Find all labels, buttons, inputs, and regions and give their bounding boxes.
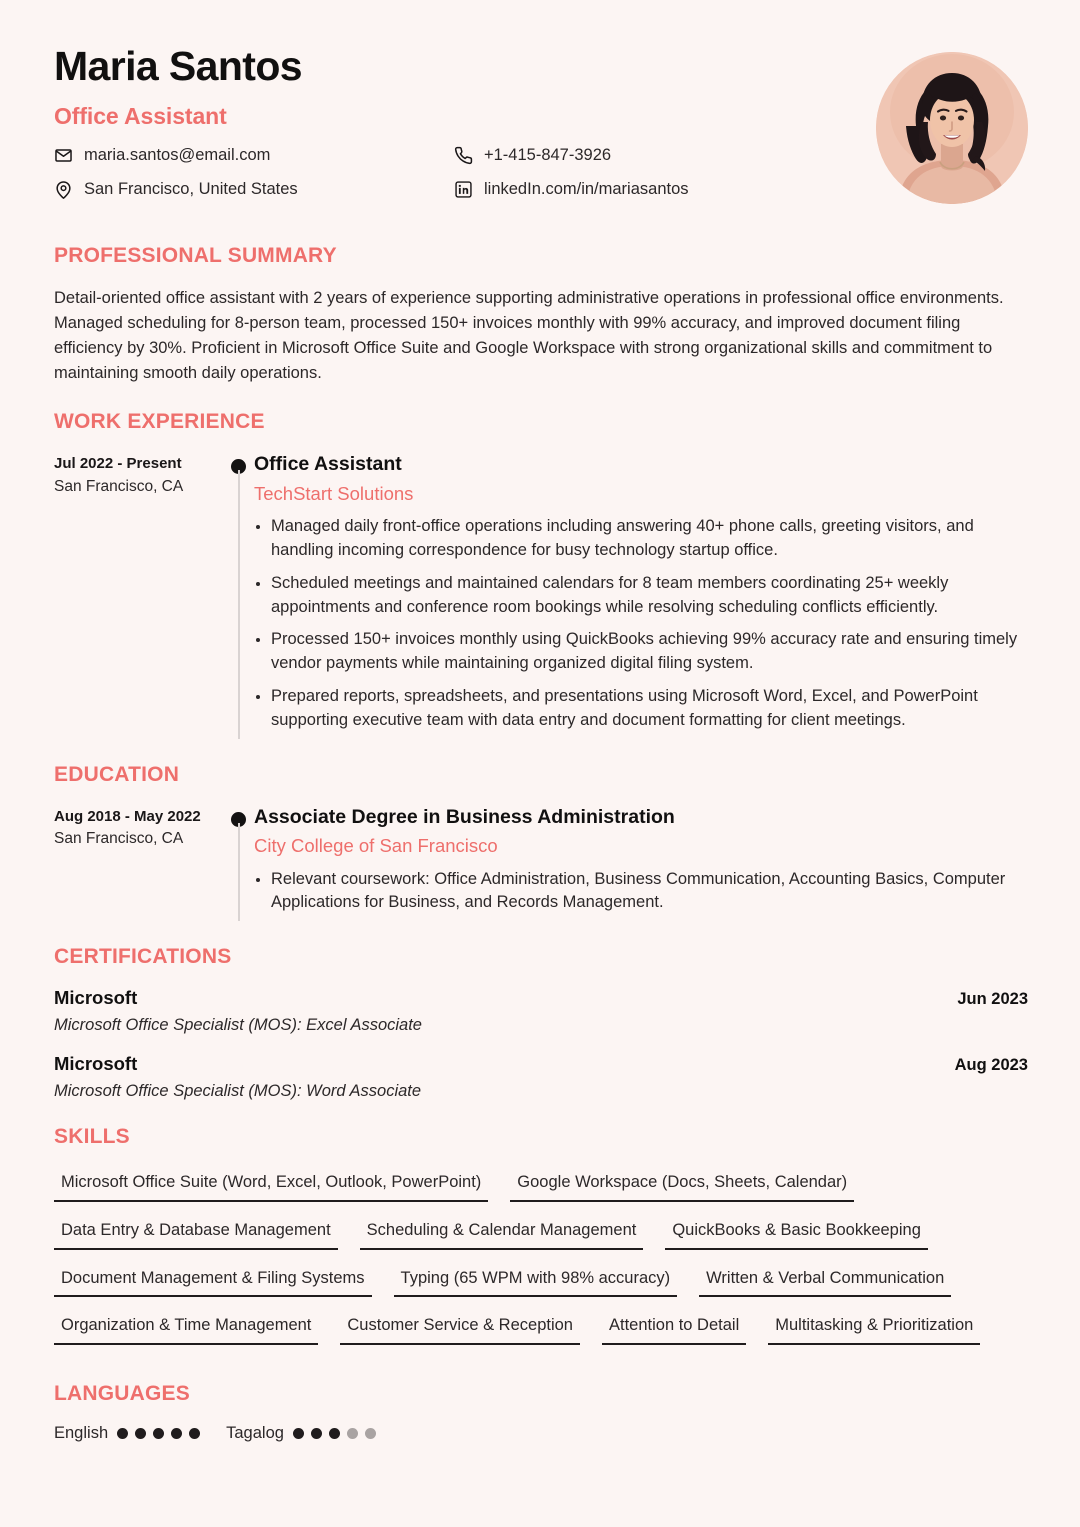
skill-tag: Multitasking & Prioritization (768, 1310, 980, 1345)
section-certifications (54, 945, 1028, 1101)
certification-date: Jun 2023 (957, 990, 1028, 1009)
contact-grid (54, 146, 854, 200)
contact-location-text: San Francisco, United States (84, 179, 298, 198)
experience-entry (54, 452, 1028, 739)
language-name: English (54, 1423, 109, 1442)
contact-linkedin[interactable] (454, 180, 854, 200)
level-dot-filled-icon (189, 1428, 200, 1439)
contact-linkedin-text: linkedIn.com/in/mariasantos (484, 179, 689, 198)
certification-date: Aug 2023 (954, 1056, 1028, 1075)
entry-location: San Francisco, CA (54, 830, 184, 848)
skill-tag: Organization & Time Management (54, 1310, 318, 1345)
section-skills (54, 1125, 1028, 1358)
contact-phone-text: +1-415-847-3926 (484, 146, 612, 165)
avatar (876, 52, 1028, 204)
phone-icon (454, 146, 473, 165)
section-title-summary: PROFESSIONAL SUMMARY (54, 244, 337, 267)
entry-location: San Francisco, CA (54, 477, 184, 495)
skill-tag: Customer Service & Reception (340, 1310, 580, 1345)
list-item: Processed 150+ invoices monthly using QuickBooks achieving 99% accuracy rate and ensuring timely vendor payments while maintaining organized digital filing system. (254, 628, 1028, 676)
timeline-rail (222, 452, 254, 739)
entry-bullets (254, 515, 1028, 733)
section-title-languages: LANGUAGES (54, 1381, 190, 1405)
entry-school: City College of San Francisco (254, 835, 498, 857)
language-level-dots (117, 1428, 200, 1439)
certification-item (54, 987, 1028, 1035)
page-title: Maria Santos (54, 43, 302, 89)
certification-issuer: Microsoft (54, 987, 138, 1009)
level-dot-filled-icon (171, 1428, 182, 1439)
level-dot-empty-icon (365, 1428, 376, 1439)
entry-period: Jul 2022 - Present (54, 455, 182, 473)
level-dot-filled-icon (329, 1428, 340, 1439)
list-item: Relevant coursework: Office Administration, Business Communication, Accounting Basics, Computer Applications for Business, and Records Management. (254, 868, 1028, 916)
skill-tag: Scheduling & Calendar Management (360, 1215, 644, 1250)
section-languages (54, 1382, 1028, 1443)
skill-tag: Document Management & Filing Systems (54, 1263, 372, 1298)
level-dot-filled-icon (153, 1428, 164, 1439)
list-item: Managed daily front-office operations including answering 40+ phone calls, greeting visitors, and handling incoming correspondence for busy technology startup office. (254, 515, 1028, 563)
education-entry (54, 805, 1028, 921)
contact-email-text: maria.santos@email.com (84, 146, 271, 165)
level-dot-filled-icon (293, 1428, 304, 1439)
list-item: Prepared reports, spreadsheets, and presentations using Microsoft Word, Excel, and PowerPoint supporting executive team with data entry and document formatting for client meetings. (254, 685, 1028, 733)
skill-tag: Microsoft Office Suite (Word, Excel, Outlook, PowerPoint) (54, 1167, 488, 1202)
language-level-dots (293, 1428, 376, 1439)
certification-issuer: Microsoft (54, 1053, 138, 1075)
profile-photo-illustration (876, 52, 1028, 204)
list-item: Scheduled meetings and maintained calendars for 8 team members coordinating 25+ weekly appointments and conference room bookings while resolving scheduling conflicts efficiently. (254, 572, 1028, 620)
summary-text: Detail-oriented office assistant with 2 years of experience supporting administrative operations in professional office environments. Managed scheduling for 8-person team, processed 150+ invoices monthly with 99% accuracy, and improved document filing efficiency by 30%. Proficient in Microsoft Office Suite and Google Workspace with strong organizational skills and commitment to maintaining smooth daily operations. (54, 289, 1004, 383)
section-title-skills: SKILLS (54, 1125, 130, 1149)
skill-tag: QuickBooks & Basic Bookkeeping (665, 1215, 928, 1250)
timeline-line (238, 823, 240, 921)
entry-dates (54, 452, 222, 739)
entry-body (254, 805, 1028, 921)
entry-role: Office Assistant (254, 453, 402, 476)
languages-list (54, 1424, 1028, 1443)
section-professional-summary (54, 244, 1028, 386)
section-education (54, 763, 1028, 921)
entry-body (254, 452, 1028, 739)
entry-dates (54, 805, 222, 921)
level-dot-filled-icon (311, 1428, 322, 1439)
contact-email[interactable] (54, 146, 454, 166)
language-name: Tagalog (226, 1423, 284, 1442)
timeline-line (238, 470, 240, 739)
location-pin-icon (54, 180, 73, 199)
certification-name: Microsoft Office Specialist (MOS): Excel Associate (54, 1016, 422, 1035)
section-title-education: EDUCATION (54, 763, 180, 787)
linkedin-icon (454, 180, 473, 199)
skill-tag: Google Workspace (Docs, Sheets, Calendar) (510, 1167, 854, 1202)
certification-header (54, 987, 1028, 1009)
job-title: Office Assistant (54, 103, 227, 130)
certification-name: Microsoft Office Specialist (MOS): Word Associate (54, 1082, 422, 1101)
language-item (226, 1424, 376, 1443)
language-item (54, 1424, 200, 1443)
skill-tag: Attention to Detail (602, 1310, 746, 1345)
skills-list (54, 1167, 1028, 1358)
resume-header (54, 44, 1028, 220)
skill-tag: Written & Verbal Communication (699, 1263, 951, 1298)
certification-item (54, 1053, 1028, 1101)
timeline-rail (222, 805, 254, 921)
entry-degree: Associate Degree in Business Administration (254, 806, 675, 829)
level-dot-filled-icon (135, 1428, 146, 1439)
certification-header (54, 1053, 1028, 1075)
skill-tag: Data Entry & Database Management (54, 1215, 338, 1250)
contact-location (54, 180, 454, 200)
entry-period: Aug 2018 - May 2022 (54, 808, 201, 826)
section-work-experience (54, 410, 1028, 739)
section-title-certifications: CERTIFICATIONS (54, 945, 232, 969)
contact-phone[interactable] (454, 146, 854, 166)
skill-tag: Typing (65 WPM with 98% accuracy) (394, 1263, 678, 1298)
entry-bullets (254, 868, 1028, 916)
level-dot-empty-icon (347, 1428, 358, 1439)
entry-organization: TechStart Solutions (254, 482, 414, 504)
envelope-icon (54, 146, 73, 165)
section-title-experience: WORK EXPERIENCE (54, 410, 265, 434)
level-dot-filled-icon (117, 1428, 128, 1439)
